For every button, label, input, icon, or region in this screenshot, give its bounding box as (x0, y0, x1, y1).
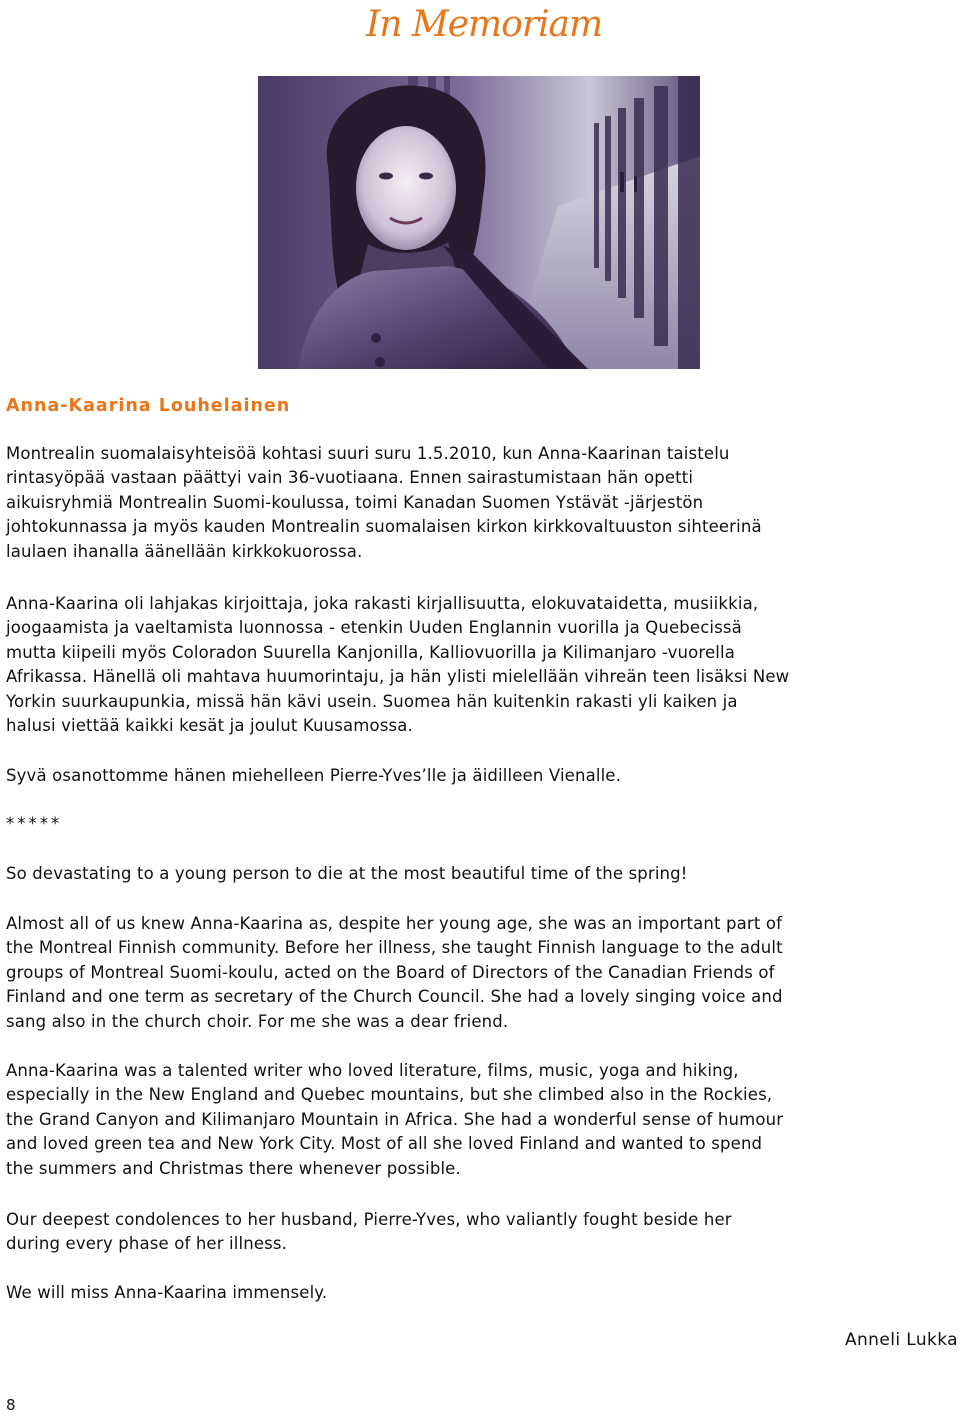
english-paragraph-1 (6, 862, 958, 886)
finnish-paragraph-1 (6, 442, 958, 564)
text-line: halusi viettää kaikki kesät ja joulut Kuusamossa. (6, 716, 413, 736)
author-signature: Anneli Lukka (844, 1330, 958, 1350)
text-line: mutta kiipeili myös Coloradon Suurella Kanjonilla, Kalliovuorilla ja Kilimanjaro -vuorella (6, 642, 735, 662)
text-line: especially in the New England and Quebec mountains, but she climbed also in the Rockies, (6, 1085, 773, 1105)
text-line: So devastating to a young person to die at the most beautiful time of the spring! (6, 864, 688, 883)
memorial-photo (258, 76, 700, 369)
text-line: Our deepest condolences to her husband, Pierre-Yves, who valiantly fought beside her (6, 1210, 732, 1229)
text-line: Syvä osanottomme hänen miehelleen Pierre-Yves’lle ja äidilleen Vienalle. (6, 766, 622, 785)
text-line: joogaamista ja vaeltamista luonnossa - etenkin Uuden Englannin vuorilla ja Quebecissä (6, 618, 742, 638)
english-paragraph-5 (6, 1281, 958, 1305)
text-line: and loved green tea and New York City. Most of all she loved Finland and wanted to spend (6, 1134, 763, 1154)
finnish-paragraph-3 (6, 764, 958, 788)
text-line: Anna-Kaarina oli lahjakas kirjoittaja, joka rakasti kirjallisuutta, elokuvataidetta, musiikkia, (6, 594, 759, 613)
text-line: sang also in the church choir. For me she was a dear friend. (6, 1011, 509, 1031)
finnish-paragraph-2 (6, 592, 958, 738)
text-line: Montrealin suomalaisyhteisöä kohtasi suuri suru 1.5.2010, kun Anna-Kaarinan taistelu (6, 444, 730, 463)
text-line: the Grand Canyon and Kilimanjaro Mountain in Africa. She had a wonderful sense of humour (6, 1109, 784, 1129)
text-line: We will miss Anna-Kaarina immensely. (6, 1283, 328, 1302)
deceased-name-heading: Anna-Kaarina Louhelainen (6, 396, 291, 416)
text-line: Anna-Kaarina was a talented writer who loved literature, films, music, yoga and hiking, (6, 1061, 739, 1080)
text-line: Finland and one term as secretary of the Church Council. She had a lovely singing voice and (6, 987, 783, 1007)
english-paragraph-2 (6, 912, 958, 1034)
text-line: Yorkin suurkaupunkia, missä hän kävi usein. Suomea hän kuitenkin rakasti yli kaiken ja (6, 691, 738, 711)
section-separator: ***** (6, 814, 63, 833)
text-line: aikuisryhmiä Montrealin Suomi-koulussa, toimi Kanadan Suomen Ystävät -järjestön (6, 492, 704, 512)
english-paragraph-3 (6, 1059, 958, 1181)
text-line: groups of Montreal Suomi-koulu, acted on the Board of Directors of the Canadian Friends of (6, 962, 775, 982)
text-line: laulaen ihanalla äänellään kirkkokuorossa. (6, 541, 363, 561)
page-number: 8 (6, 1396, 16, 1414)
portrait-image (258, 76, 700, 369)
text-line: the Montreal Finnish community. Before her illness, she taught Finnish language to the adult (6, 938, 783, 958)
text-line: johtokunnassa ja myös kauden Montrealin suomalaisen kirkon kirkkovaltuuston sihteerinä (6, 517, 762, 537)
text-line: Almost all of us knew Anna-Kaarina as, despite her young age, she was an important part of (6, 914, 783, 933)
text-line: rintasyöpää vastaan päättyi vain 36-vuotiaana. Ennen sairastumistaan hän opetti (6, 468, 694, 488)
page-title: In Memoriam (366, 4, 603, 45)
text-line: during every phase of her illness. (6, 1234, 288, 1254)
text-line: Afrikassa. Hänellä oli mahtava huumorintaju, ja hän ylisti mielellään vihreän teen lisäksi New (6, 667, 790, 687)
text-line: the summers and Christmas there whenever possible. (6, 1158, 461, 1178)
english-paragraph-4 (6, 1208, 958, 1257)
